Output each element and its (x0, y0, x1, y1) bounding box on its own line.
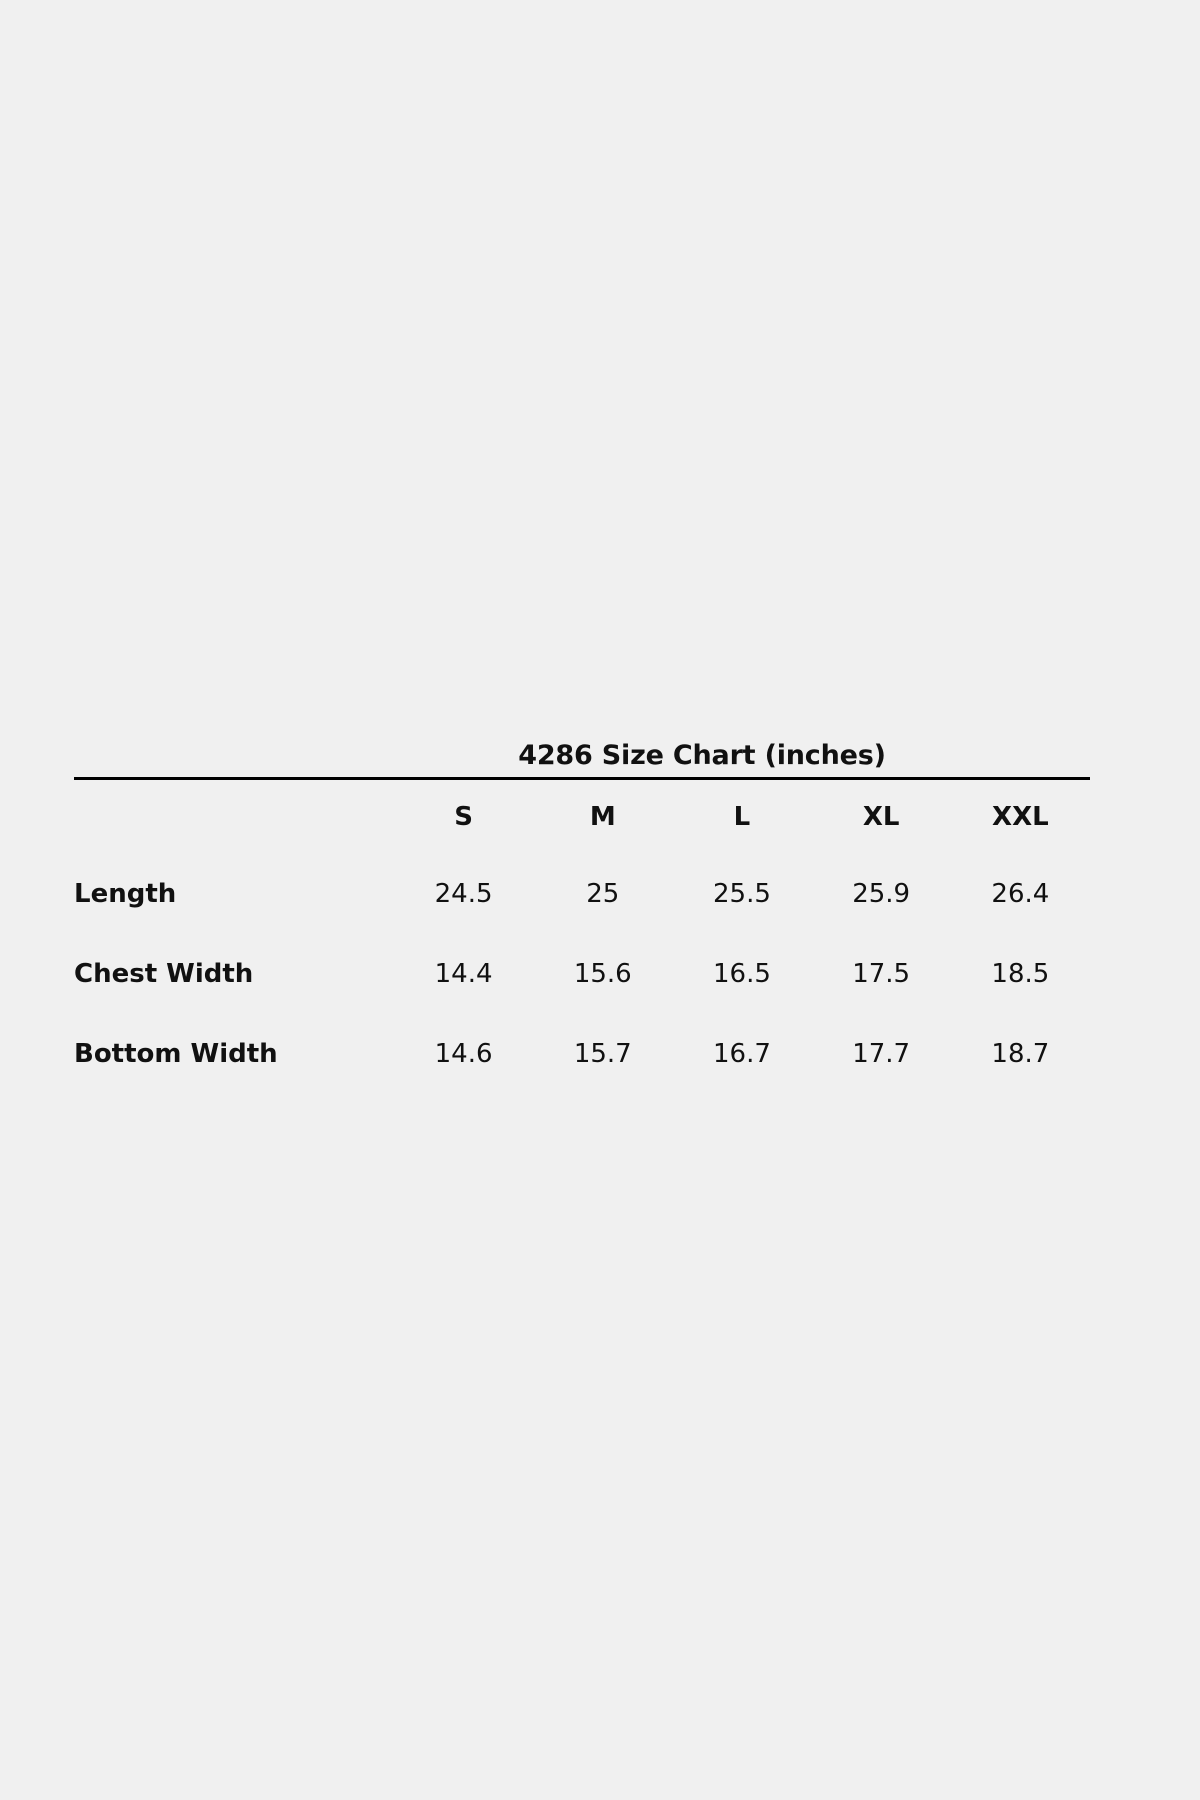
cell-bottom-width-xl: 17.7 (852, 1039, 911, 1069)
table-header-row (74, 779, 1090, 855)
table-header (74, 779, 1090, 855)
cell-chest-width-xxl: 18.5 (991, 959, 1050, 989)
cell-chest-width-s: 14.4 (434, 959, 493, 989)
table-row (74, 854, 1090, 934)
row-label-bottom-width: Bottom Width (74, 1039, 278, 1069)
table-body (74, 854, 1090, 1094)
column-header-l: L (733, 802, 751, 832)
cell-length-m: 25 (586, 879, 620, 909)
size-chart-figure (74, 740, 1090, 1094)
cell-length-xxl: 26.4 (991, 879, 1050, 909)
cell-chest-width-m: 15.6 (573, 959, 632, 989)
table-row (74, 1014, 1090, 1094)
cell-bottom-width-l: 16.7 (713, 1039, 771, 1069)
row-label-chest-width: Chest Width (74, 959, 254, 989)
cell-chest-width-l: 16.5 (713, 959, 771, 989)
column-header-s: S (454, 802, 473, 832)
size-chart-table (74, 777, 1090, 1094)
cell-chest-width-xl: 17.5 (852, 959, 911, 989)
cell-length-xl: 25.9 (852, 879, 911, 909)
column-header-xxl: XXL (992, 802, 1049, 832)
corner-cell (74, 779, 394, 855)
cell-bottom-width-m: 15.7 (573, 1039, 632, 1069)
page-title: 4286 Size Chart (inches) (518, 740, 886, 771)
column-header-xl: XL (862, 802, 900, 832)
table-row (74, 934, 1090, 1014)
cell-length-s: 24.5 (434, 879, 493, 909)
row-label-length: Length (74, 879, 177, 909)
cell-bottom-width-xxl: 18.7 (991, 1039, 1050, 1069)
cell-bottom-width-s: 14.6 (434, 1039, 493, 1069)
cell-length-l: 25.5 (713, 879, 771, 909)
column-header-m: M (589, 802, 616, 832)
